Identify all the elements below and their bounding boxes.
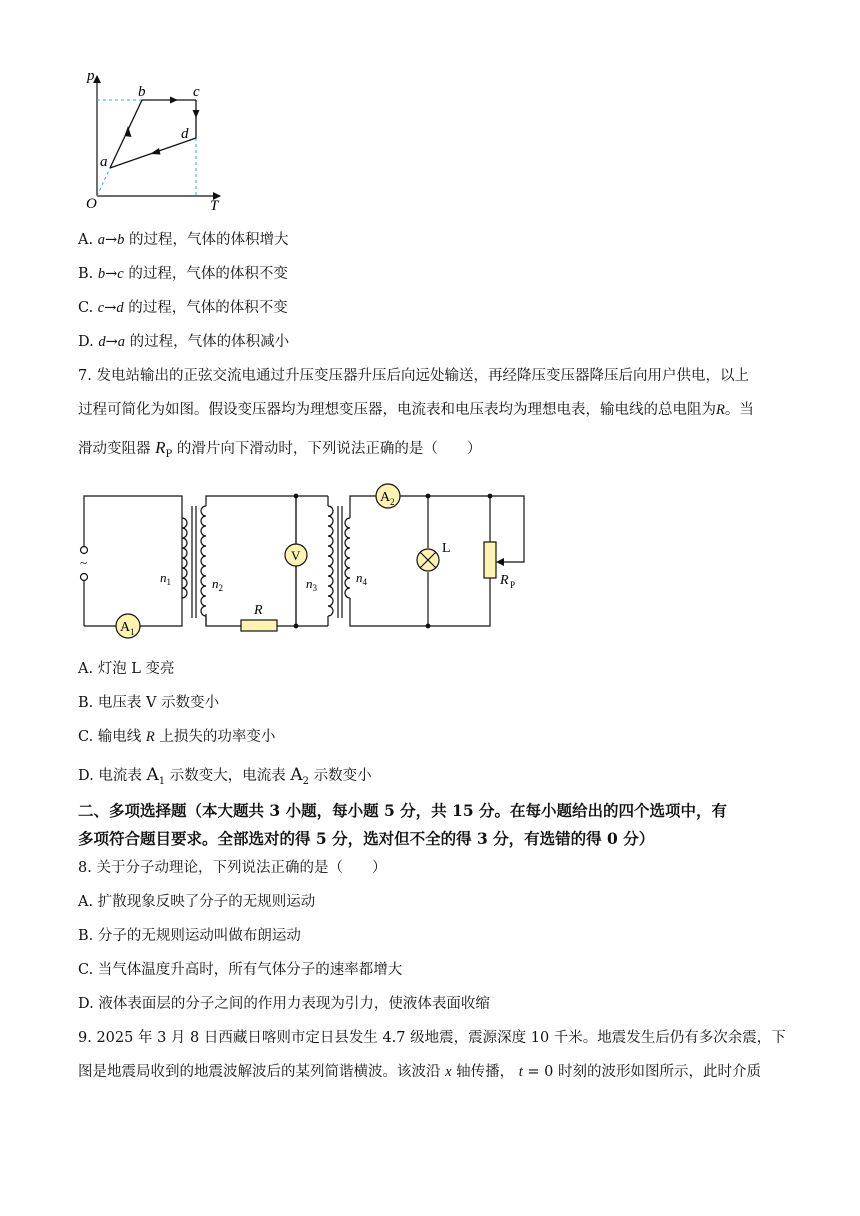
q8-stem: 8. 关于分子动理论，下列说法正确的是（ ） [78,860,387,876]
resistor-r [241,603,277,631]
q8-option-a: A. 扩散现象反映了分子的无规则运动 [78,894,316,910]
rheostat [484,542,515,590]
svg-text:A: A [380,490,391,505]
lamp [417,541,451,571]
svg-text:1: 1 [130,627,135,637]
q8-option-d: D. 液体表面层的分子之间的作用力表现为引力，使液体表面收缩 [78,996,490,1012]
point-label-b: b [138,84,146,100]
circuit-diagram [78,476,538,642]
q6-option-d: D. d→a 的过程，气体的体积减小 [78,334,290,350]
svg-text:V: V [291,548,301,563]
svg-text:L: L [442,541,451,556]
q7-stem-line1: 7. 发电站输出的正弦交流电通过升压变压器升压后向远处输送，再经降压变压器降压后向用户供电，以上 [78,368,749,384]
svg-text:R: R [500,573,509,588]
svg-text:R: R [254,603,263,618]
axis-label-p: p [87,68,95,84]
q7-option-d: D. 电流表 $A_1$ 示数变大，电流表 $A_2$ 示数变小 [78,765,372,787]
source-symbol: ~ [80,555,88,570]
q7-stem-line3: 滑动变阻器 $R_P$ 的滑片向下滑动时，下列说法正确的是（ ） [78,438,482,460]
ammeter-a2 [376,484,400,508]
svg-text:P: P [510,580,516,590]
arrow-bc [170,97,178,104]
origin-label: O [86,196,97,212]
q6-option-b: B. b→c 的过程，气体的体积不变 [78,266,288,282]
q7-stem-line2: 过程可简化为如图。假设变压器均为理想变压器，电流表和电压表均为理想电表，输电线的总电阻为R。当 [78,402,754,418]
point-label-d: d [181,126,189,142]
point-label-a: a [100,154,108,170]
label-n3: $n_3$ [306,576,317,593]
q7-option-a: A. 灯泡 L 变亮 [78,661,175,677]
svg-text:2: 2 [390,497,395,507]
q9-stem-line1: 9. 2025 年 3 月 8 日西藏日喀则市定日县发生 4.7 级地震，震源深度 10 千米。地震发生后仍有多次余震，下 [78,1030,786,1046]
section2-heading-line2: 多项符合题目要求。全部选对的得 5 分，选对但不全的得 3 分，有选错的得 0 分） [78,829,655,848]
q8-option-c: C. 当气体温度升高时，所有气体分子的速率都增大 [78,962,403,978]
arrow-da [150,148,161,155]
q6-option-a: A. a→b 的过程，气体的体积增大 [78,232,289,248]
pt-graph [80,62,230,214]
label-n4: $n_4$ [356,570,367,587]
ammeter-a1 [116,614,140,638]
q9-stem-line2: 图是地震局收到的地震波解波后的某列简谐横波。该波沿 x 轴传播， t = 0 时刻的波形如图所示，此时介质 [78,1064,761,1080]
point-label-c: c [193,84,200,100]
label-n1: $n_1$ [160,570,171,587]
q7-option-b: B. 电压表 V 示数变小 [78,695,220,711]
axis-label-t: T [210,198,219,214]
q7-option-c: C. 输电线 R 上损失的功率变小 [78,729,276,745]
arrow-ab [125,126,132,137]
q8-option-b: B. 分子的无规则运动叫做布朗运动 [78,928,301,944]
q6-option-c: C. c→d 的过程，气体的体积不变 [78,300,288,316]
svg-text:A: A [120,620,131,635]
arrow-cd [193,110,200,118]
section2-heading-line1: 二、多项选择题（本大题共 3 小题，每小题 5 分，共 15 分。在每小题给出的四个选项中，有 [78,801,728,820]
label-n2: $n_2$ [212,576,223,593]
voltmeter [285,544,307,566]
